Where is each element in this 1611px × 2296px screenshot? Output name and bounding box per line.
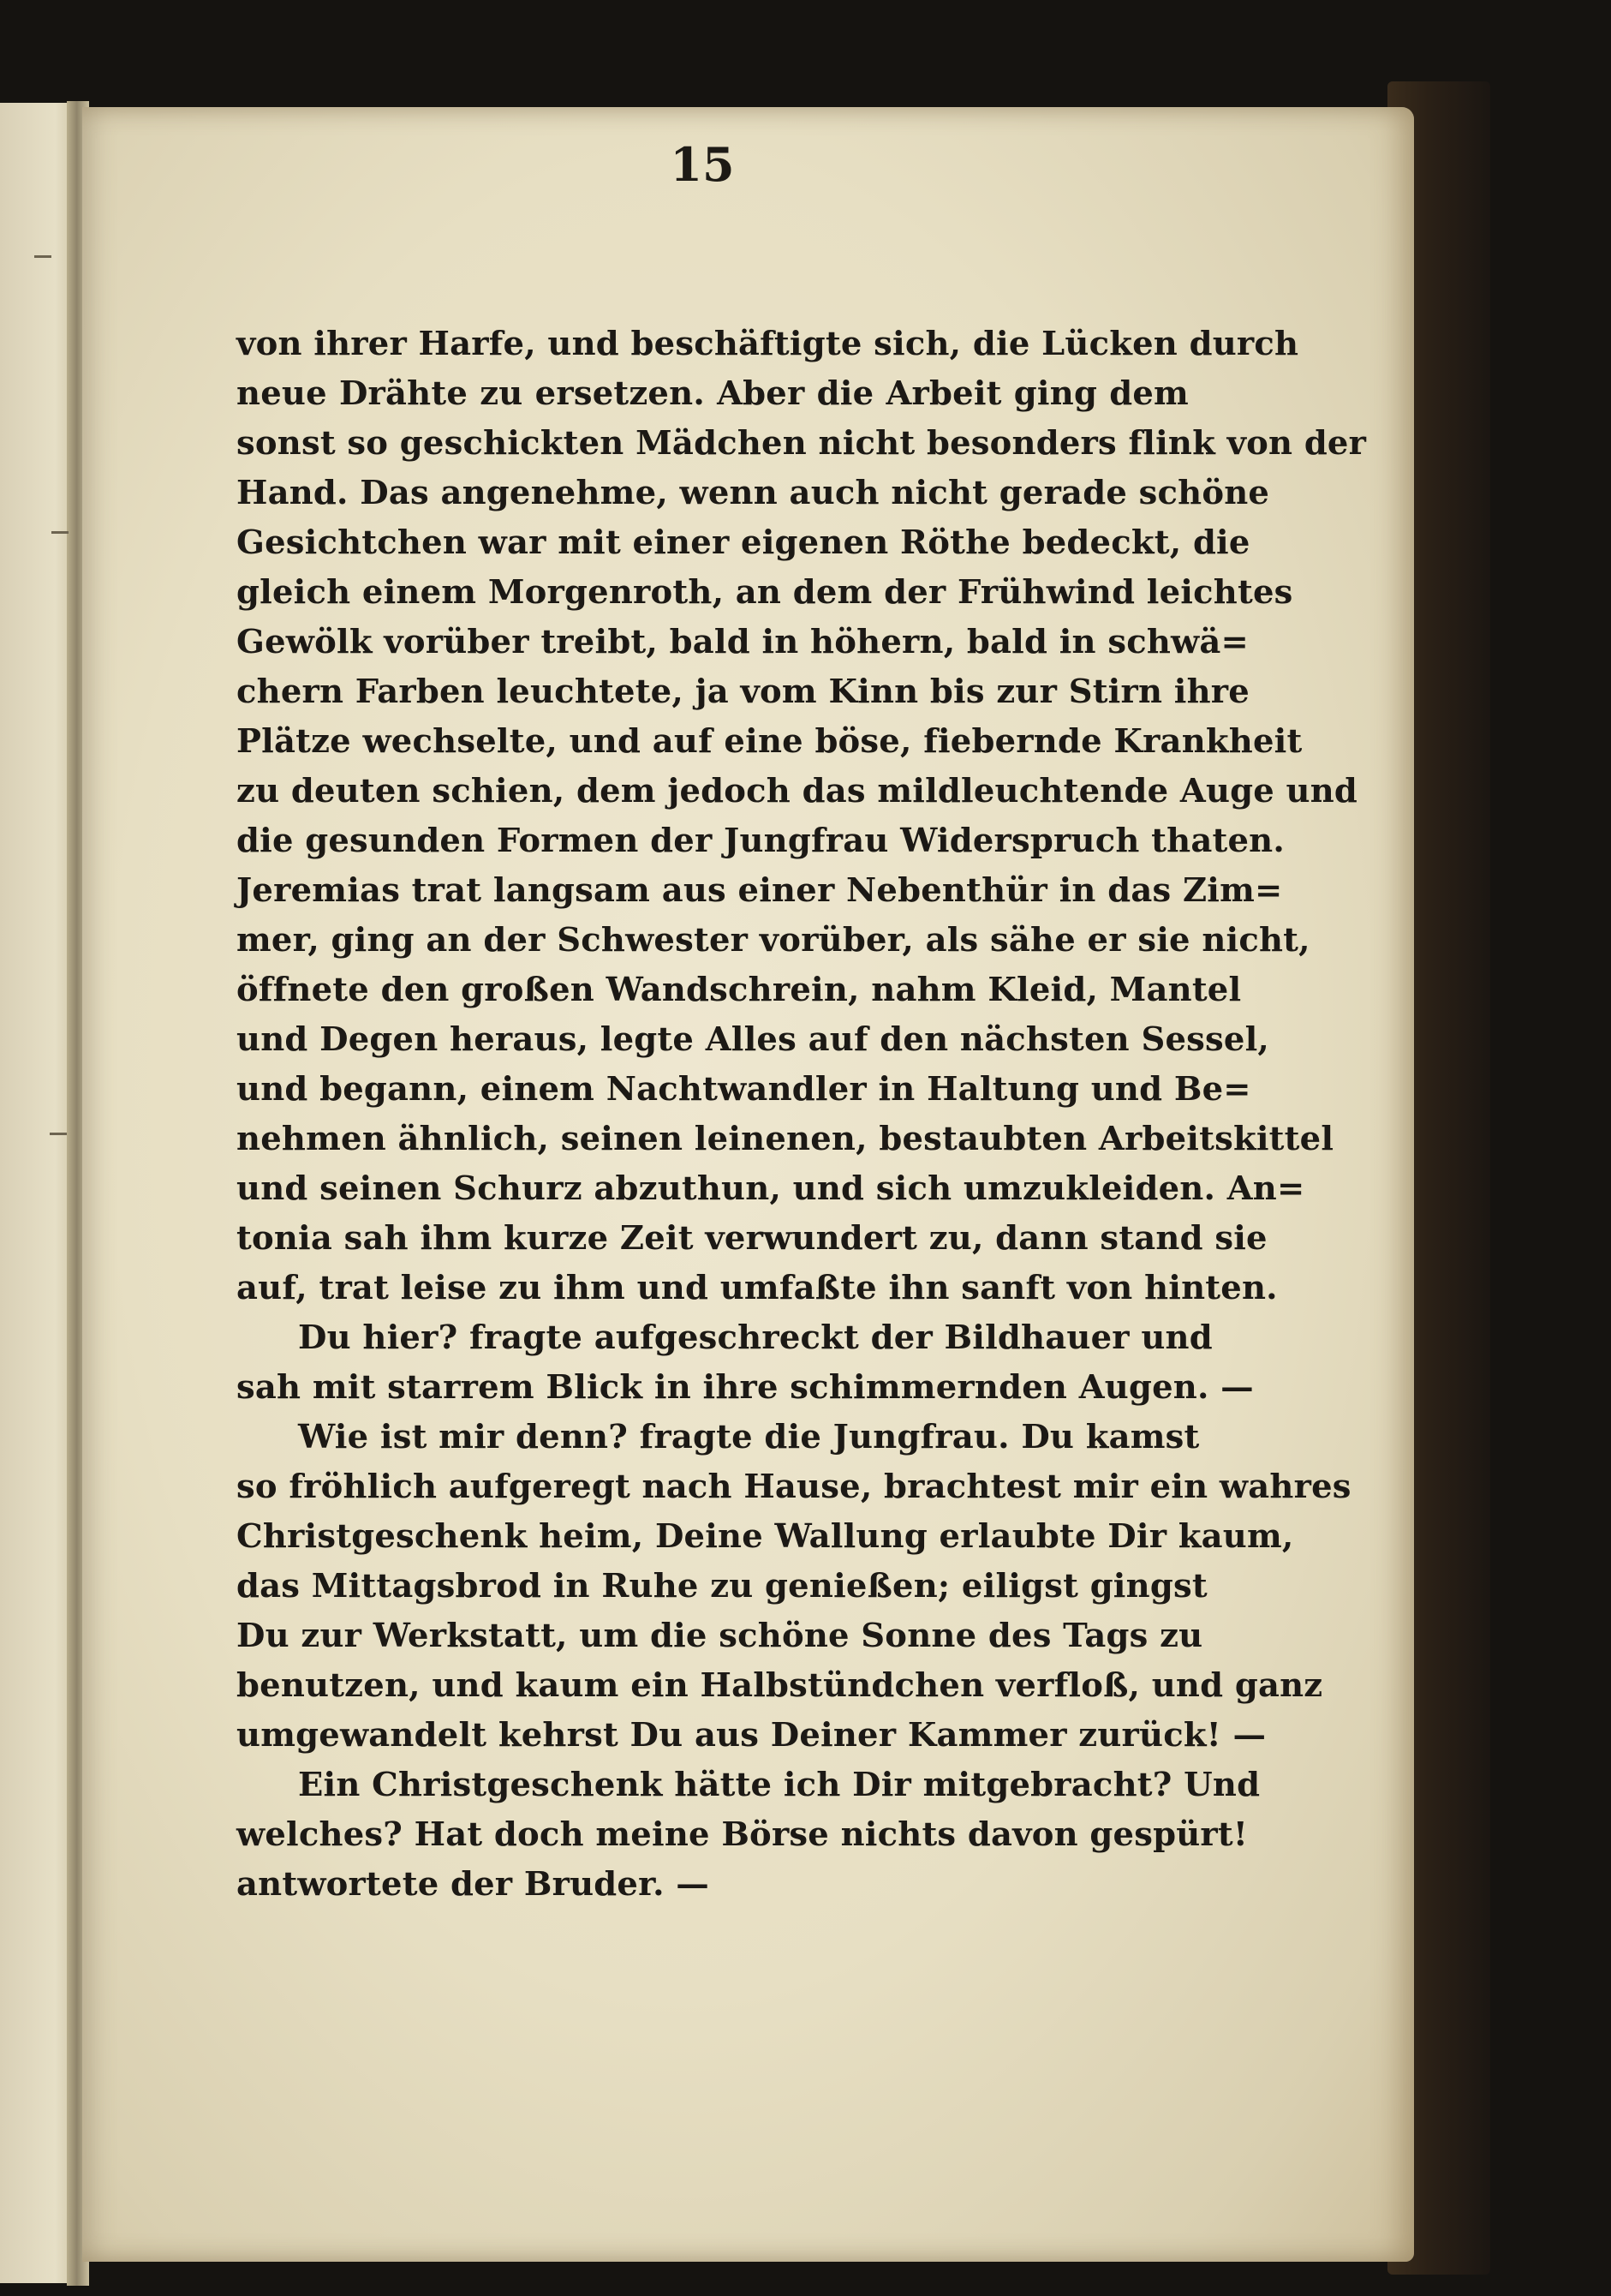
page-number: 15 (670, 137, 735, 192)
text-line: die gesunden Formen der Jungfrau Widerspruch thaten. (236, 822, 1285, 860)
text-line: umgewandelt kehrst Du aus Deiner Kammer zurück! — (236, 1716, 1267, 1755)
text-line: und begann, einem Nachtwandler in Haltung und Be= (236, 1070, 1251, 1109)
text-line: sah mit starrem Blick in ihre schimmernden Augen. — (236, 1368, 1254, 1407)
text-line: Gesichtchen war mit einer eigenen Röthe bedeckt, die (236, 523, 1250, 562)
text-line: welches? Hat doch meine Börse nichts davon gespürt! (236, 1815, 1248, 1854)
text-line: Christgeschenk heim, Deine Wallung erlaubte Dir kaum, (236, 1517, 1294, 1556)
text-line: neue Drähte zu ersetzen. Aber die Arbeit ging dem (236, 374, 1189, 413)
text-line: Du hier? fragte aufgeschreckt der Bildhauer und (298, 1318, 1213, 1357)
text-line: von ihrer Harfe, und beschäftigte sich, die Lücken durch (236, 325, 1299, 363)
text-line: mer, ging an der Schwester vorüber, als sähe er sie nicht, (236, 921, 1310, 960)
text-line: so fröhlich aufgeregt nach Hause, brachtest mir ein wahres (236, 1468, 1351, 1506)
binding-mark (34, 255, 51, 258)
text-line: Du zur Werkstatt, um die schöne Sonne des Tags zu (236, 1617, 1203, 1655)
text-line: antwortete der Bruder. — (236, 1865, 709, 1904)
text-line: benutzen, und kaum ein Halbstündchen verfloß, und ganz (236, 1666, 1323, 1705)
text-line: Jeremias trat langsam aus einer Nebenthür in das Zim= (236, 871, 1283, 910)
binding-mark (50, 1133, 67, 1135)
body-text (236, 320, 1367, 1910)
text-line: gleich einem Morgenroth, an dem der Frühwind leichtes (236, 573, 1293, 612)
binding-mark (51, 531, 69, 534)
text-line: Ein Christgeschenk hätte ich Dir mitgebracht? Und (298, 1766, 1261, 1804)
text-line: nehmen ähnlich, seinen leinenen, bestaubten Arbeitskittel (236, 1120, 1334, 1158)
text-line: öffnete den großen Wandschrein, nahm Kleid, Mantel (236, 971, 1242, 1009)
text-line: Gewölk vorüber treibt, bald in höhern, bald in schwä= (236, 623, 1249, 661)
text-line: auf, trat leise zu ihm und umfaßte ihn sanft von hinten. (236, 1269, 1278, 1307)
text-line: das Mittagsbrod in Ruhe zu genießen; eiligst gingst (236, 1567, 1208, 1605)
text-line: Plätze wechselte, und auf eine böse, fiebernde Krankheit (236, 722, 1303, 761)
text-line: chern Farben leuchtete, ja vom Kinn bis zur Stirn ihre (236, 673, 1250, 711)
text-line: und seinen Schurz abzuthun, und sich umzukleiden. An= (236, 1169, 1305, 1208)
text-line: Hand. Das angenehme, wenn auch nicht gerade schöne (236, 474, 1270, 512)
text-line: zu deuten schien, dem jedoch das mildleuchtende Auge und (236, 772, 1358, 810)
text-line: sonst so geschickten Mädchen nicht besonders flink von der (236, 424, 1367, 463)
text-line: Wie ist mir denn? fragte die Jungfrau. Du kamst (298, 1418, 1200, 1456)
text-line: tonia sah ihm kurze Zeit verwundert zu, dann stand sie (236, 1219, 1268, 1258)
text-line: und Degen heraus, legte Alles auf den nächsten Sessel, (236, 1020, 1270, 1059)
